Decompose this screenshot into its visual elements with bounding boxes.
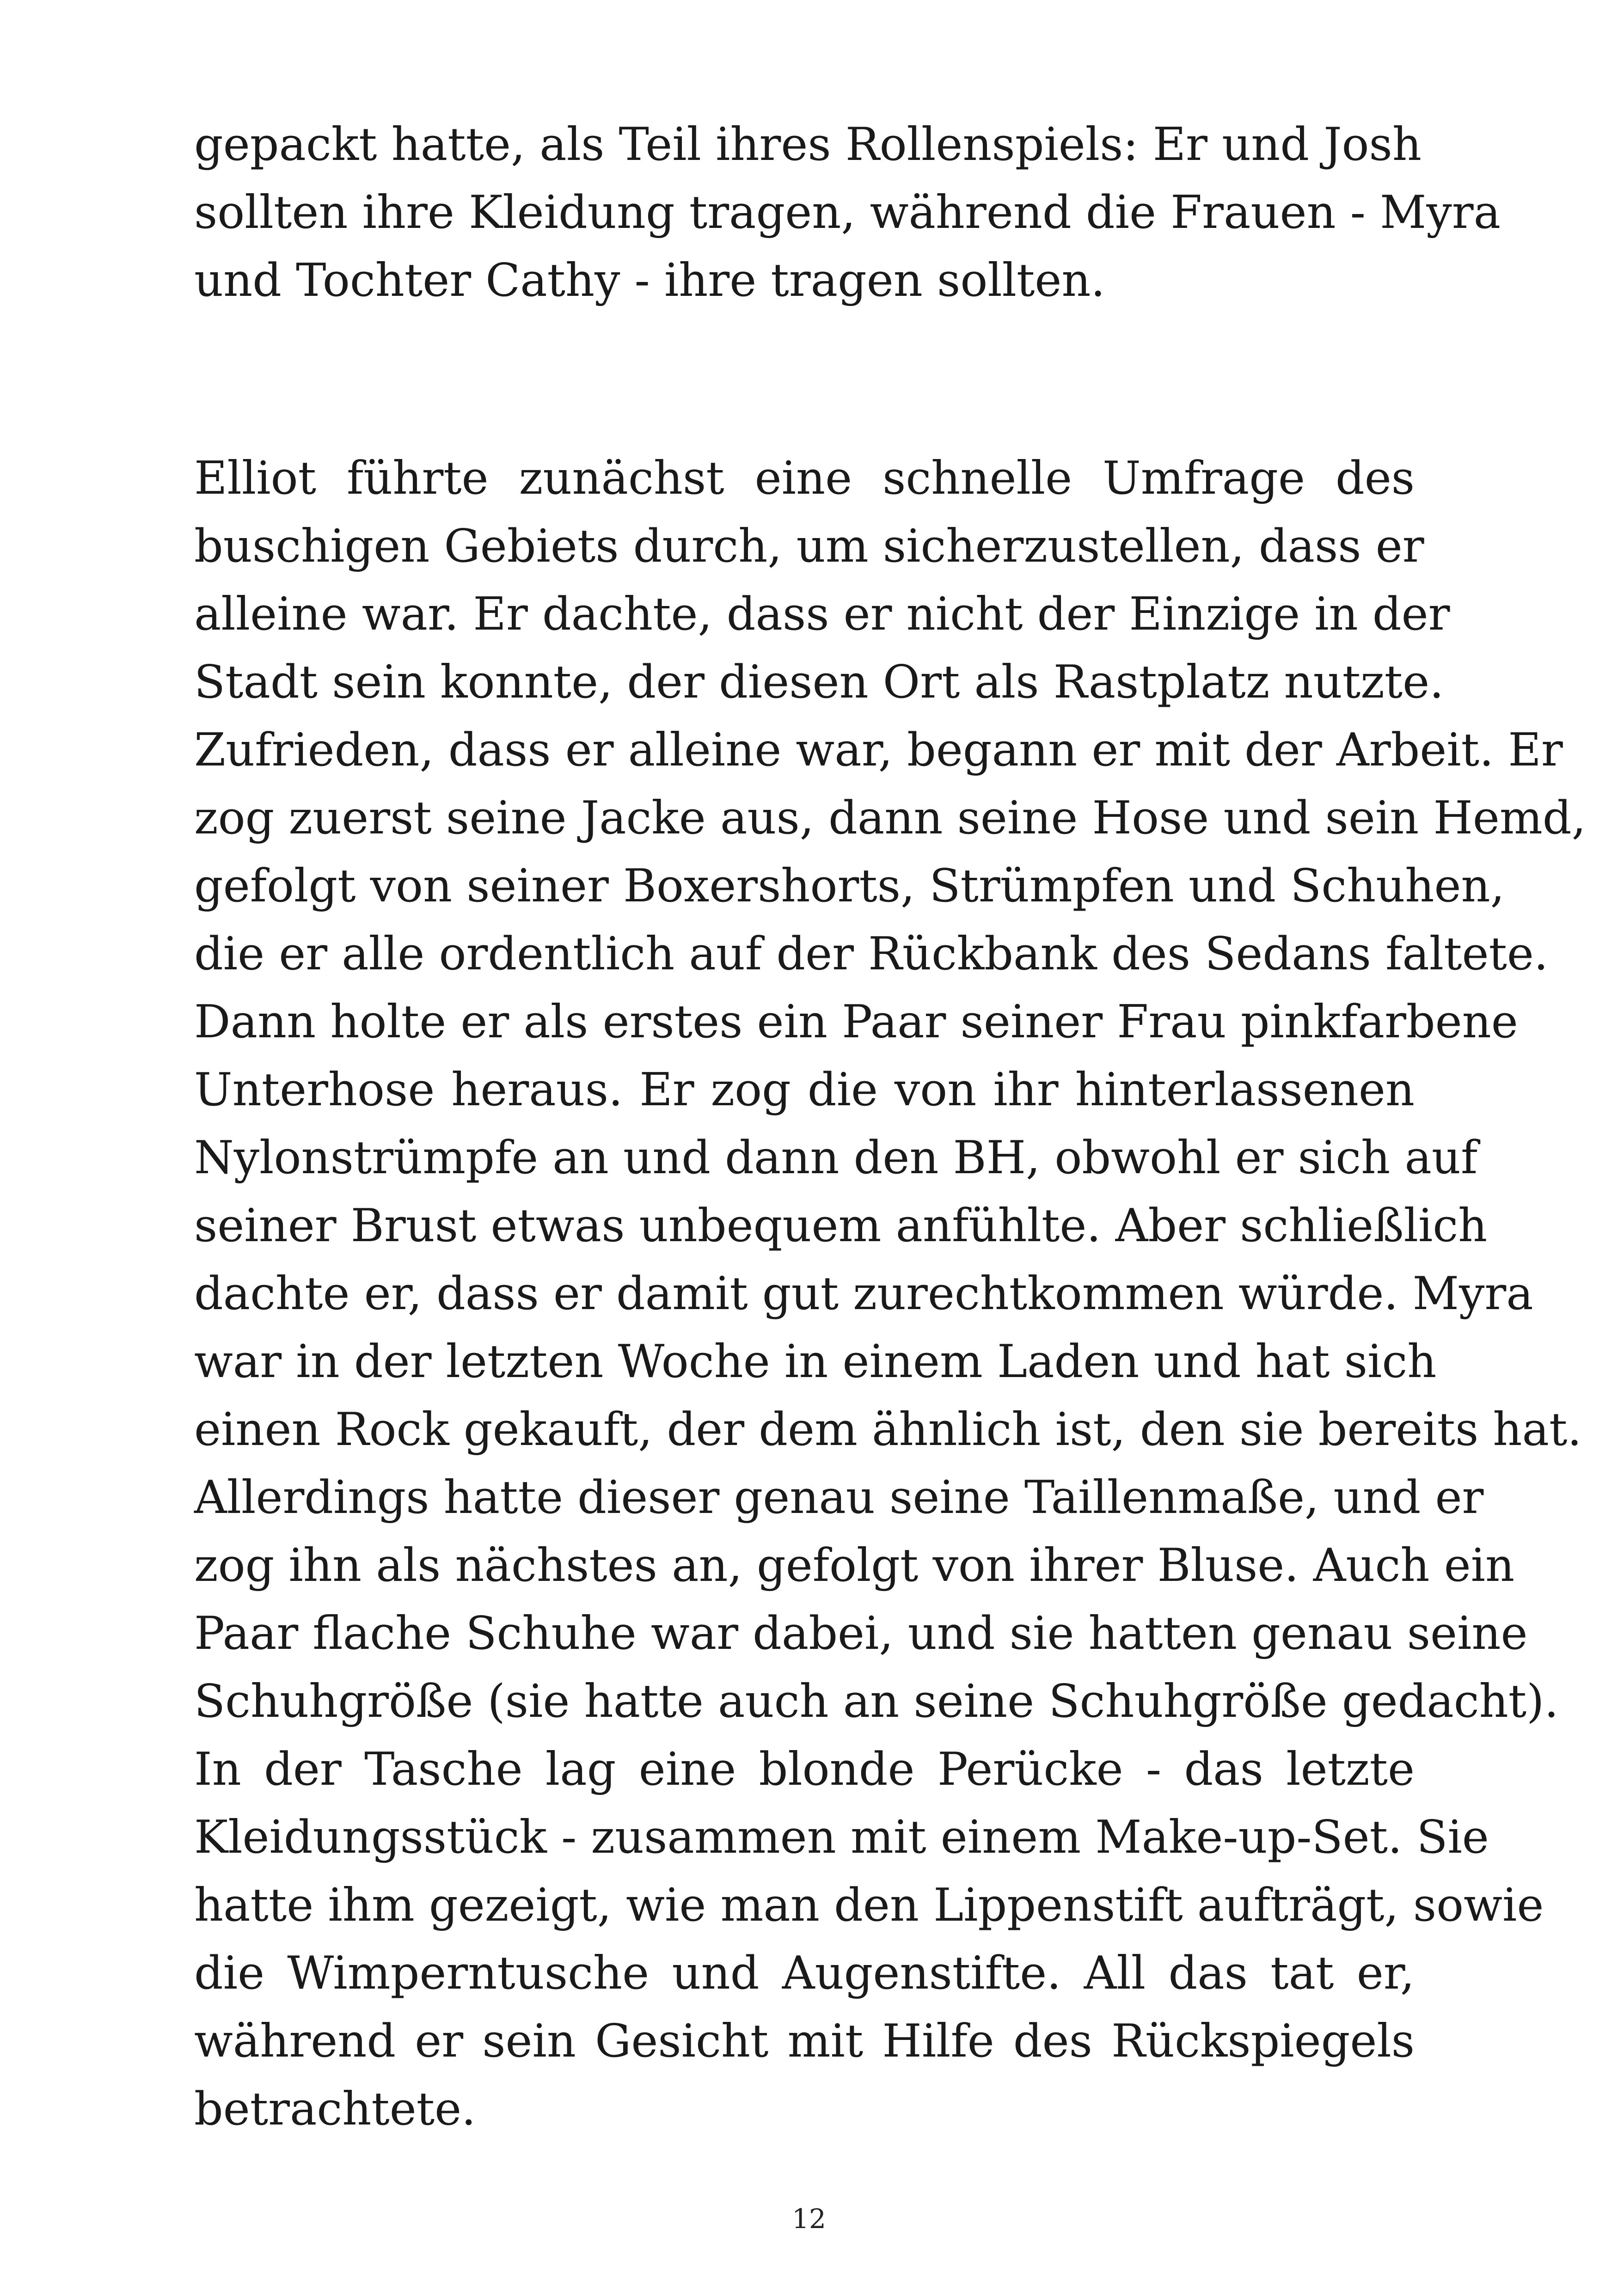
- page-number: 12: [792, 2203, 826, 2235]
- text-line: während er sein Gesicht mit Hilfe des Rückspiegels: [194, 2015, 1415, 2068]
- text-line: Dann holte er als erstes ein Paar seiner Frau pinkfarbene: [194, 996, 1518, 1048]
- text-line: hatte ihm gezeigt, wie man den Lippenstift aufträgt, sowie: [194, 1879, 1544, 1932]
- text-line: die er alle ordentlich auf der Rückbank des Sedans faltete.: [194, 928, 1549, 980]
- text-line: die Wimperntusche und Augenstifte. All das tat er,: [194, 1947, 1415, 2000]
- text-line: Unterhose heraus. Er zog die von ihr hinterlassenen: [194, 1064, 1415, 1116]
- text-line: Stadt sein konnte, der diesen Ort als Rastplatz nutzte.: [194, 656, 1444, 709]
- text-line: zog ihn als nächstes an, gefolgt von ihrer Bluse. Auch ein: [194, 1539, 1515, 1592]
- paragraph-1: [194, 111, 1501, 315]
- text-line: war in der letzten Woche in einem Laden und hat sich: [194, 1335, 1437, 1388]
- text-line: betrachtete.: [194, 2083, 476, 2136]
- text-line: Kleidungsstück - zusammen mit einem Make-up-Set. Sie: [194, 1811, 1489, 1864]
- text-line: Zufrieden, dass er alleine war, begann er mit der Arbeit. Er: [194, 724, 1563, 777]
- text-line: sollten ihre Kleidung tragen, während die Frauen - Myra: [194, 186, 1501, 239]
- text-line: alleine war. Er dachte, dass er nicht der Einzige in der: [194, 588, 1450, 641]
- text-line: In der Tasche lag eine blonde Perücke - das letzte: [194, 1743, 1415, 1796]
- text-line: buschigen Gebiets durch, um sicherzustellen, dass er: [194, 520, 1424, 573]
- text-line: Schuhgröße (sie hatte auch an seine Schuhgröße gedacht).: [194, 1675, 1559, 1728]
- text-line: Allerdings hatte dieser genau seine Taillenmaße, und er: [194, 1471, 1484, 1524]
- text-line: seiner Brust etwas unbequem anfühlte. Aber schließlich: [194, 1200, 1488, 1252]
- text-line: gepackt hatte, als Teil ihres Rollenspiels: Er und Josh: [194, 118, 1422, 171]
- text-line: gefolgt von seiner Boxershorts, Strümpfen und Schuhen,: [194, 860, 1505, 912]
- text-line: Elliot führte zunächst eine schnelle Umfrage des: [194, 452, 1415, 505]
- text-line: und Tochter Cathy - ihre tragen sollten.: [194, 254, 1105, 307]
- text-line: einen Rock gekauft, der dem ähnlich ist, den sie bereits hat.: [194, 1403, 1582, 1456]
- text-line: Nylonstrümpfe an und dann den BH, obwohl er sich auf: [194, 1132, 1478, 1184]
- paragraph-2: [194, 445, 1586, 2143]
- text-line: dachte er, dass er damit gut zurechtkommen würde. Myra: [194, 1267, 1533, 1320]
- text-line: Paar flache Schuhe war dabei, und sie hatten genau seine: [194, 1607, 1528, 1660]
- text-line: zog zuerst seine Jacke aus, dann seine Hose und sein Hemd,: [194, 792, 1586, 845]
